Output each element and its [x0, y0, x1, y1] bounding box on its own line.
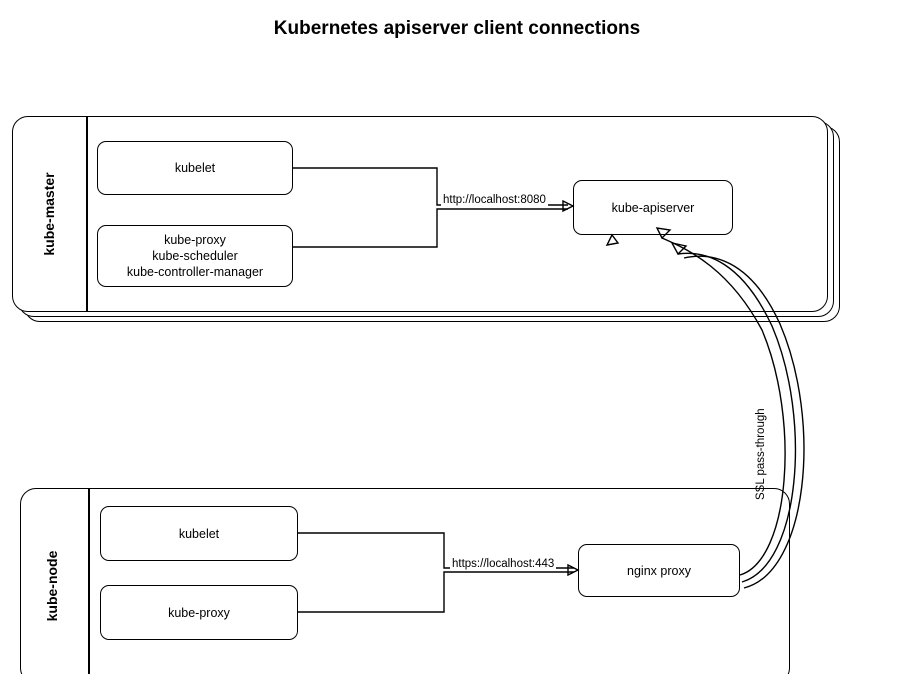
node-kubelet-box[interactable] — [100, 506, 298, 561]
node-connection-label: https://localhost:443 — [452, 558, 555, 570]
master-kube-scheduler-label: kube-scheduler — [152, 249, 238, 263]
kube-node-label: kube-node — [44, 550, 60, 622]
master-connection-label: http://localhost:8080 — [443, 194, 546, 206]
kube-apiserver-label: kube-apiserver — [611, 200, 695, 215]
master-kubelet-box[interactable] — [97, 141, 293, 195]
kube-node-label-divider — [88, 488, 90, 674]
ssl-pass-through-label: SSL pass-through — [755, 408, 767, 500]
master-kube-proxy-label: kube-proxy — [164, 233, 226, 247]
master-kube-controller-manager-label: kube-controller-manager — [126, 265, 264, 279]
nginx-proxy-label: nginx proxy — [627, 563, 691, 578]
master-proxy-scheduler-controller-box[interactable] — [97, 225, 293, 287]
kube-master-label-divider — [86, 116, 88, 312]
page-title: Kubernetes apiserver client connections — [273, 18, 641, 39]
node-kubelet-label: kubelet — [178, 526, 220, 541]
nginx-proxy-box[interactable] — [578, 544, 740, 597]
node-kube-proxy-box[interactable] — [100, 585, 298, 640]
kube-master-label: kube-master — [41, 172, 57, 256]
kube-apiserver-box[interactable] — [573, 180, 733, 235]
node-kube-proxy-label: kube-proxy — [168, 605, 230, 620]
master-kubelet-label: kubelet — [174, 161, 216, 175]
